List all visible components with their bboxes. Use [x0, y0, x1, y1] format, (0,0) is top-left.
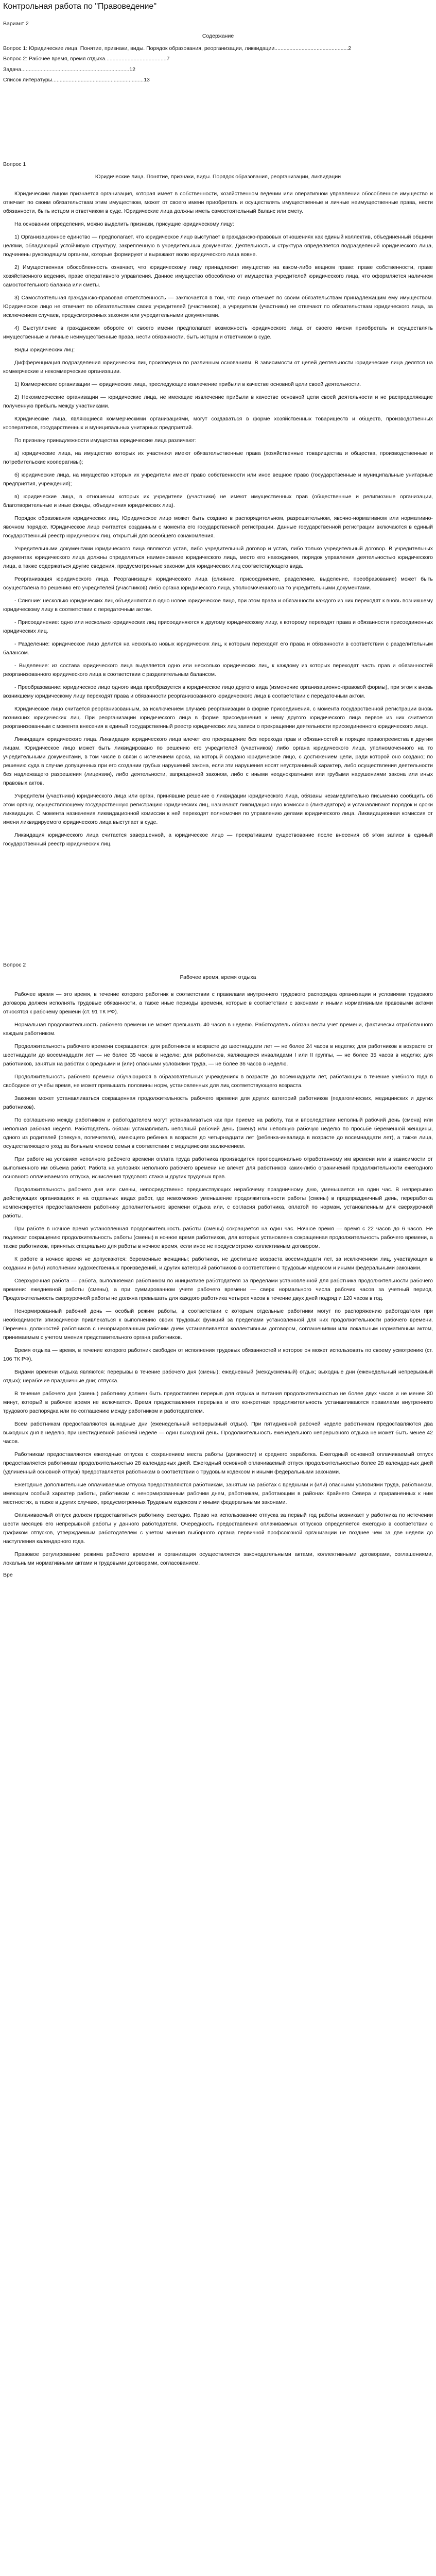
paragraph: 2) Некоммерческие организации — юридические лица, не имеющие извлечение прибыли в качестве основной цели своей деятельности и не распределяющие полученную прибыль между участниками.	[3, 394, 433, 409]
paragraph: По соглашению между работником и работодателем могут устанавливаться как при приеме на работу, так и впоследствии неполный рабочий день (смена) или неполная рабочая неделя. Работодатель обязан устанавливать неполный рабочий день (смену) или неполную рабочую неделю по просьбе беременной женщины, одного из родителей (опекуна, попечителя), имеющего ребенка в возрасте до четырнадцати лет (ребенка-инвалида в возрасте до восемнадцати лет), а также лица, осуществляющего уход за больным членом семьи в соответствии с медицинским заключением.	[3, 1116, 433, 1149]
paragraph: При работе в ночное время установленная продолжительность работы (смены) сокращается на один час. Ночное время — время с 22 часов до 6 часов. Не подлежат сокращению продолжительность работы (смены) в ночное время работников, для которых установлена сокращенная продолжительность рабочего времени, а также работников, принятых специально для работы в ночное время, если иное не предусмотрено коллективным договором.	[3, 1225, 433, 1249]
question-1-body	[3, 190, 433, 849]
paragraph: 1) Коммерческие организации — юридические лица, преследующие извлечение прибыли в качестве основной цели своей деятельности.	[14, 381, 361, 387]
paragraph: Время отдыха — время, в течение которого работник свободен от исполнения трудовых обязанностей и которое он может использовать по своему усмотрению (ст. 106 ТК РФ).	[3, 1347, 433, 1362]
toc-line[interactable]: Вопрос 1: Юридические лица. Понятие, признаки, виды. Порядок образования, реорганизации, ликвидации.................................................2	[3, 45, 352, 52]
toc-line[interactable]: Задача........................................................................12	[3, 66, 135, 73]
paragraph: На основании определения, можно выделить признаки, присущие юридическому лицу:	[14, 221, 234, 227]
paragraph: Ликвидация юридического лица. Ликвидация юридического лица влечет его прекращение без перехода прав и обязанностей в порядке правопреемства к другим лицам. Юридическое лицо может быть ликвидировано по решению его учредителей (участников) либо органа юридического лица, уполномоченного на то учредительными документами, в том числе в связи с истечением срока, на который создано юридическое лицо, с достижением цели, ради которой оно создано; по решению суда в случае допущенных при его создании грубых нарушений закона, если эти нарушения носят неустранимый характер, либо осуществления деятельности без надлежащего разрешения (лицензии), либо деятельности, запрещенной законом, либо с иными неоднократными или грубыми нарушениями закона или иных правовых актов.	[3, 736, 433, 786]
paragraph: Видами времени отдыха являются: перерывы в течение рабочего дня (смены); ежедневный (междусменный) отдых; выходные дни (еженедельный непрерывный отдых); нерабочие праздничные дни; отпуска.	[3, 1368, 433, 1384]
paragraph: Работникам предоставляются ежегодные отпуска с сохранением места работы (должности) и среднего заработка. Ежегодный основной оплачиваемый отпуск предоставляется работникам продолжительностью 28 календарных дней. Ежегодный основной оплачиваемый отпуск продолжительностью более 28 календарных дней (удлиненный основной отпуск) предоставляется работникам в соответствии с Трудовым кодексом и иными федеральными законами.	[3, 1451, 433, 1475]
paragraph: По признаку принадлежности имущества юридические лица различают:	[14, 437, 197, 444]
paragraph: Всем работникам предоставляются выходные дни (еженедельный непрерывный отдых). При пятидневной рабочей неделе работникам предоставляются два выходных дня в неделю, при шестидневной рабочей неделе — один выходной день. Продолжительность еженедельного непрерывного отдыха не может быть менее 42 часов.	[3, 1420, 433, 1445]
paragraph: - Присоединение: одно или несколько юридических лиц присоединяются к другому юридическому лицу, к которому переходят права и обязанности присоединенных юридических лиц.	[3, 619, 433, 634]
question-2-body	[3, 990, 433, 1568]
paragraph: Сверхурочная работа — работа, выполняемая работником по инициативе работодателя за пределами установленной для работника продолжительности рабочего времени: ежедневной работы (смены), а при суммированном учете рабочего времени — сверх нормального числа рабочих часов за учетный период. Продолжительность сверхурочной работы не должна превышать для каждого работника четырех часов в течение двух дней подряд и 120 часов в год.	[3, 1277, 433, 1301]
paragraph: 2) Имущественная обособленность означает, что юридическому лицу принадлежит имущество на каком-либо вещном праве: праве собственности, праве хозяйственного ведения, праве оперативного управления. Данное имущество обособлено от имущества учредителей юридического лица, что оформляется наличием самостоятельного баланса или сметы.	[3, 264, 433, 288]
paragraph: Ежегодные дополнительные оплачиваемые отпуска предоставляются работникам, занятым на работах с вредными и (или) опасными условиями труда, работникам, имеющим особый характер работы, работникам с ненормированным рабочим днем, работникам, работающим в районах Крайнего Севера и приравненных к ним местностях, а также в других случаях, предусмотренных Трудовым кодексом и иными федеральными законами.	[3, 1481, 433, 1505]
paragraph: Рабочее время — это время, в течение которого работник в соответствии с правилами внутреннего трудового распорядка организации и условиями трудового договора должен исполнять трудовые обязанности, а также иные периоды времени, которые в соответствии с законами и иными нормативными правовыми актами относятся к рабочему времени (ст. 91 ТК РФ).	[3, 991, 433, 1015]
paragraph: 3) Самостоятельная гражданско-правовая ответственность — заключается в том, что лицо отвечает по своим обязательствам принадлежащим ему имуществом. Юридическое лицо не отвечает по обязательствам своих учредителей (участников), а учредители (участники) не отвечают по обязательствам юридического лица, за исключением случаев, предусмотренных законом или учредительными документами.	[3, 294, 433, 318]
table-of-contents	[3, 44, 433, 84]
page-footer-fragment: Вре	[3, 1571, 13, 1578]
paragraph: Виды юридических лиц:	[14, 346, 75, 353]
question-1-heading: Юридические лица. Понятие, признаки, виды. Порядок образования, реорганизации, ликвидации	[95, 174, 341, 180]
question-2-heading: Рабочее время, время отдыха	[180, 974, 256, 980]
paragraph: Оплачиваемый отпуск должен предоставляться работнику ежегодно. Право на использование отпуска за первый год работы возникает у работника по истечении шести месяцев его непрерывной работы у данного работодателя. Очередность предоставления оплачиваемых отпусков определяется ежегодно в соответствии с графиком отпусков, утверждаемым работодателем с учетом мнения выборного органа первичной профсоюзной организации не позднее чем за две недели до наступления календарного года.	[3, 1512, 433, 1545]
paragraph: Продолжительность рабочего времени сокращается: для работников в возрасте до шестнадцати лет — не более 24 часов в неделю; для работников в возрасте от шестнадцати до восемнадцати лет — не более 35 часов в неделю; для работников, являющихся инвалидами I или II группы, — не более 35 часов в неделю; для работников, занятых на работах с вредными и (или) опасными условиями труда, — не более 36 часов в неделю.	[3, 1043, 433, 1067]
paragraph: 1) Организационное единство — предполагает, что юридическое лицо выступает в гражданско-правовых отношениях как единый коллектив, объединенный общими целями, обладающий устойчивую структуру, закрепленную в учредительных документах. Деятельность и структура определяется подразделений юридического лица, подчинены руководящим органам, которые формируют и выражают волю юридического лица вовне.	[3, 233, 433, 258]
paragraph: Ненормированный рабочий день — особый режим работы, в соответствии с которым отдельные работники могут по распоряжению работодателя при необходимости эпизодически привлекаться к выполнению своих трудовых функций за пределами установленной для них продолжительности рабочего времени. Перечень должностей работников с ненормированным рабочим днем устанавливается коллективным договором, соглашениями или локальным нормативным актом, принимаемым с учетом мнения представительного органа работников.	[3, 1308, 433, 1341]
paragraph: Юридические лица, являющиеся коммерческими организациями, могут создаваться в форме хозяйственных товариществ и обществ, производственных кооперативов, государственных и муниципальных унитарных предприятий.	[3, 415, 433, 431]
document-title: Контрольная работа по "Правоведение"	[3, 2, 156, 11]
paragraph: Учредительными документами юридического лица являются устав, либо учредительный договор и устав, либо только учредительный договор. В учредительных документах юридического лица должны определяться наименование юридического лица, место его нахождения, порядок управления деятельностью юридического лица, а также содержаться другие сведения, предусмотренные законом для юридических лиц соответствующего вида.	[3, 545, 433, 569]
paragraph: Законом может устанавливаться сокращенная продолжительность рабочего времени для других категорий работников (педагогических, медицинских и других работников).	[3, 1095, 433, 1110]
paragraph: При работе на условиях неполного рабочего времени оплата труда работника производится пропорционально отработанному им времени или в зависимости от выполненного им объема работ. Работа на условиях неполного рабочего времени не влечет для работников каких-либо ограничений продолжительности ежегодного основного оплачиваемого отпуска, исчисления трудового стажа и других трудовых прав.	[3, 1156, 433, 1180]
paragraph: Учредители (участники) юридического лица или орган, принявшие решение о ликвидации юридического лица, обязаны незамедлительно письменно сообщить об этом органу, осуществляющему государственную регистрацию юридических лиц, назначают ликвидационную комиссию (ликвидатора) и устанавливают порядок и сроки ликвидации. С момента назначения ликвидационной комиссии к ней переходят полномочия по управлению делами юридического лица. Ликвидационная комиссия от имени ликвидируемого юридического лица выступает в суде.	[3, 792, 433, 825]
paragraph: Порядок образования юридических лиц. Юридическое лицо может быть создано в распорядительном, разрешительном, явочно-нормативном или нормативно-явочном порядке. Юридическое лицо считается созданным с момента его государственной регистрации. Данные государственной регистрации включаются в единый государственный реестр юридических лиц, открытый для всеобщего ознакомления.	[3, 515, 433, 539]
paragraph: Ликвидация юридического лица считается завершенной, а юридическое лицо — прекратившим существование после внесения об этом записи в единый государственный реестр юридических лиц.	[3, 832, 433, 847]
paragraph: Правовое регулирование режима рабочего времени и организация осуществляется законодательными актами, коллективными договорами, соглашениями, локальными нормативными актами и трудовыми договорами, согласованием.	[3, 1551, 433, 1566]
paragraph: - Слияние: несколько юридических лиц объединяются в одно новое юридическое лицо, при этом права и обязанности каждого из них переходят к вновь возникшему юридическому лицу в соответствии с передаточным актом.	[3, 597, 433, 613]
paragraph: Продолжительность рабочего дня или смены, непосредственно предшествующих нерабочему праздничному дню, уменьшается на один час. В непрерывно действующих организациях и на отдельных видах работ, где невозможно уменьшение продолжительности работы (смены) в предпраздничный день, переработка компенсируется предоставлением работнику дополнительного времени отдыха или, с согласия работника, оплатой по нормам, установленным для сверхурочной работы.	[3, 1186, 433, 1219]
paragraph: Юридическое лицо считается реорганизованным, за исключением случаев реорганизации в форме присоединения, с момента государственной регистрации вновь возникших юридических лиц. При реорганизации юридического лица в форме присоединения к нему другого юридического лица первое из них считается реорганизованным с момента внесения в единый государственный реестр юридических лиц записи о прекращении деятельности присоединенного юридического лица.	[3, 705, 433, 730]
paragraph: Нормальная продолжительность рабочего времени не может превышать 40 часов в неделю. Работодатель обязан вести учет времени, фактически отработанного каждым работником.	[3, 1021, 433, 1037]
question-2-label: Вопрос 2	[3, 961, 26, 968]
paragraph: в) юридические лица, в отношении которых их учредители (участники) не имеют имущественных прав (общественные и религиозные организации, благотворительные и иные фонды, объединения юридических лиц).	[3, 493, 433, 509]
paragraph: - Выделение: из состава юридического лица выделяется одно или несколько юридических лиц, к каждому из которых переходят часть прав и обязанностей реорганизованного юридического лица в соответствии с разделительным балансом.	[3, 662, 433, 677]
paragraph: Продолжительность рабочего времени обучающихся в образовательных учреждениях в возрасте до восемнадцати лет, работающих в течение учебного года в свободное от учебы время, не может превышать половины норм, установленных для лиц соответствующего возраста.	[3, 1073, 433, 1089]
paragraph: 4) Выступление в гражданском обороте от своего имени предполагает возможность юридического лица от своего имени приобретать и осуществлять имущественные и личные неимущественные права, нести обязанности, быть истцом и ответчиком в суде.	[3, 325, 433, 340]
document-page	[0, 2, 436, 1588]
paragraph: Реорганизация юридического лица. Реорганизация юридического лица (слияние, присоединение, разделение, выделение, преобразование) может быть осуществлена по решению его учредителей (участников) либо органа юридического лица, уполномоченного на то учредительными документами.	[3, 575, 433, 591]
paragraph: В течение рабочего дня (смены) работнику должен быть предоставлен перерыв для отдыха и питания продолжительностью не более двух часов и не менее 30 минут, который в рабочее время не включается. Время предоставления перерыва и его конкретная продолжительность устанавливаются правилами внутреннего трудового распорядка или по соглашению между работником и работодателем.	[3, 1390, 433, 1414]
toc-line[interactable]: Список литературы.............................................................13	[3, 76, 150, 83]
paragraph: б) юридические лица, на имущество которых их учредители имеют право собственности или иное вещное право (государственные и муниципальные унитарные предприятия, учреждения);	[3, 471, 433, 487]
paragraph: Юридическим лицом признается организация, которая имеет в собственности, хозяйственном ведении или оперативном управлении обособленное имущество и отвечает по своим обязательствам этим имуществом, может от своего имени приобретать и осуществлять имущественные и личные неимущественные права, нести обязанности, быть истцом и ответчиком в суде. Юридические лица должны иметь самостоятельный баланс или смету.	[3, 190, 433, 214]
paragraph: - Преобразование: юридическое лицо одного вида преобразуется в юридическое лицо другого вида (изменение организационно-правовой формы), при этом к вновь возникшему юридическому лицу переходят права и обязанности реорганизованного юридического лица в соответствии с передаточным актом.	[3, 684, 433, 699]
toc-heading: Содержание	[202, 33, 234, 39]
paragraph: а) юридические лица, на имущество которых их участники имеют обязательственные права (хозяйственные товарищества и общества, производственные и потребительские кооперативы);	[3, 450, 433, 465]
paragraph: Дифференциация подразделения юридических лиц произведена по различным основаниям. В зависимости от целей деятельности юридические лица делятся на коммерческие и некоммерческие организации.	[3, 359, 433, 375]
variant-label: Вариант 2	[3, 21, 29, 27]
paragraph: К работе в ночное время не допускаются: беременные женщины; работники, не достигшие возраста восемнадцати лет, за исключением лиц, участвующих в создании и (или) исполнении художественных произведений, и других категорий работников в соответствии с Трудовым кодексом и иными федеральными законами.	[3, 1256, 433, 1271]
toc-line[interactable]: Вопрос 2: Рабочее время, время отдыха.........................................7	[3, 56, 170, 62]
question-1-label: Вопрос 1	[3, 161, 26, 168]
paragraph: - Разделение: юридическое лицо делится на несколько новых юридических лиц, к которым переходят его права и обязанности в соответствии с разделительным балансом.	[3, 640, 433, 656]
